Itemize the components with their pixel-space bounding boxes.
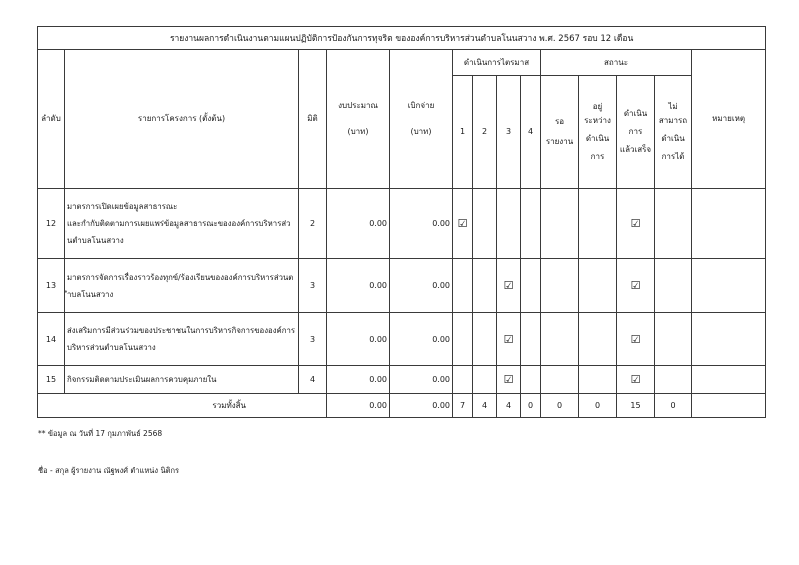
status-line: อยู่ <box>592 102 603 111</box>
row-budget: 0.00 <box>327 259 390 313</box>
row-dimension: 3 <box>299 313 327 366</box>
status-line: ดำเนิน <box>623 109 648 118</box>
status-completed-cell <box>617 189 655 259</box>
quarter-1-cell <box>453 366 473 394</box>
project-line: และกำกับติดตามการเผยแพร่ข้อมูลสาธารณะขององค์การบริหารส่ว <box>67 219 291 228</box>
header-status-waiting <box>541 76 579 189</box>
status-completed-cell <box>617 366 655 394</box>
header-spent-label: เบิกจ่าย <box>407 101 435 110</box>
checkbox-checked-icon: ☑ <box>503 332 514 346</box>
status-line: แล้วเสร็จ <box>619 145 652 154</box>
row-remark <box>692 313 766 366</box>
reporter-note: ชื่อ - สกุล ผู้รายงาน ณัฐพงศ์ ตำแหน่ง นิติกร <box>38 466 180 475</box>
total-quarter-1: 7 <box>453 394 473 418</box>
header-remark: หมายเหตุ <box>692 50 766 189</box>
header-spent-unit: (บาท) <box>410 127 432 136</box>
header-budget-label: งบประมาณ <box>338 101 378 110</box>
quarter-3-cell <box>497 189 521 259</box>
row-remark <box>692 366 766 394</box>
quarter-3-cell <box>497 313 521 366</box>
row-project <box>65 259 299 313</box>
checkbox-checked-icon: ☑ <box>630 279 641 292</box>
total-quarter-3: 4 <box>497 394 521 418</box>
total-quarter-4: 0 <box>521 394 541 418</box>
project-line: มาตรการเปิดเผยข้อมูลสาธารณะ <box>67 202 178 211</box>
total-quarter-2: 4 <box>473 394 497 418</box>
header-status-group: สถานะ <box>541 50 692 76</box>
status-unable-cell <box>655 189 692 259</box>
project-line: บริหารส่วนตำบลโนนสวาง <box>67 343 156 352</box>
table-row <box>38 259 766 313</box>
quarter-4-cell <box>521 313 541 366</box>
status-unable-cell <box>655 259 692 313</box>
row-budget: 0.00 <box>327 366 390 394</box>
header-no: ลำดับ <box>38 50 65 189</box>
row-no: 12 <box>38 189 65 259</box>
quarter-4-cell <box>521 366 541 394</box>
data-date-note: ** ข้อมูล ณ วันที่ 17 กุมภาพันธ์ 2568 <box>38 429 163 438</box>
row-project <box>65 313 299 366</box>
project-line: มาตรการจัดการเรื่องราวร้องทุกข์/ร้องเรียนขององค์การบริหารส่วนต <box>67 272 294 282</box>
total-status-unable: 0 <box>655 394 692 418</box>
status-waiting-cell <box>541 313 579 366</box>
checkbox-checked-icon: ☑ <box>503 373 514 386</box>
row-spent: 0.00 <box>390 366 453 394</box>
table-row <box>38 313 766 366</box>
header-status-unable <box>655 76 692 189</box>
header-status-completed <box>617 76 655 189</box>
row-no: 13 <box>38 259 65 313</box>
status-line: รายงาน <box>545 137 574 146</box>
project-line: นตำบลโนนสวาง <box>67 236 124 245</box>
row-no: 15 <box>38 366 65 394</box>
header-budget-unit: (บาท) <box>347 127 369 136</box>
table-row <box>38 189 766 259</box>
header-project: รายการโครงการ (ตั้งต้น) <box>65 50 299 189</box>
quarter-1-cell <box>453 189 473 259</box>
total-budget: 0.00 <box>327 394 390 418</box>
row-dimension: 4 <box>299 366 327 394</box>
quarter-3-cell <box>497 259 521 313</box>
status-in-progress-cell <box>579 313 617 366</box>
row-spent: 0.00 <box>390 313 453 366</box>
status-completed-cell <box>617 259 655 313</box>
row-budget: 0.00 <box>327 189 390 259</box>
row-budget: 0.00 <box>327 313 390 366</box>
row-spent: 0.00 <box>390 189 453 259</box>
header-spent <box>390 50 453 189</box>
total-row <box>38 394 766 418</box>
row-remark <box>692 189 766 259</box>
quarter-4-cell <box>521 259 541 313</box>
header-quarter-3: 3 <box>497 76 521 189</box>
checkbox-checked-icon: ☑ <box>630 373 641 386</box>
status-line: ระหว่าง <box>584 116 611 125</box>
quarter-2-cell <box>473 313 497 366</box>
status-line: การได้ <box>661 152 685 161</box>
checkbox-checked-icon: ☑ <box>457 217 468 230</box>
status-line: ดำเนิน <box>585 134 610 143</box>
total-label: รวมทั้งสิ้น <box>38 394 327 418</box>
status-line: การ <box>628 127 643 136</box>
status-line: รอ <box>554 117 565 126</box>
header-quarter-group: ดำเนินการไตรมาส <box>453 50 541 76</box>
checkbox-checked-icon: ☑ <box>630 332 641 346</box>
status-in-progress-cell <box>579 259 617 313</box>
status-line: ไม่ <box>668 102 678 111</box>
status-line: สามารถ <box>658 116 688 125</box>
quarter-2-cell <box>473 366 497 394</box>
quarter-2-cell <box>473 259 497 313</box>
row-dimension: 3 <box>299 259 327 313</box>
row-dimension: 2 <box>299 189 327 259</box>
total-status-completed: 15 <box>617 394 655 418</box>
total-status-waiting: 0 <box>541 394 579 418</box>
row-no: 14 <box>38 313 65 366</box>
header-quarter-2: 2 <box>473 76 497 189</box>
header-status-in-progress <box>579 76 617 189</box>
report-title: รายงานผลการดำเนินงานตามแผนปฏิบัติการป้องกันการทุจริต ขององค์การบริหารส่วนตำบลโนนสวาง พ.ศ. 2567 รอบ 12 เดือน <box>38 27 766 50</box>
status-waiting-cell <box>541 189 579 259</box>
status-in-progress-cell <box>579 189 617 259</box>
status-unable-cell <box>655 313 692 366</box>
checkbox-checked-icon: ☑ <box>630 217 641 230</box>
row-project <box>65 189 299 259</box>
quarter-1-cell <box>453 313 473 366</box>
status-waiting-cell <box>541 259 579 313</box>
total-remark <box>692 394 766 418</box>
total-spent: 0.00 <box>390 394 453 418</box>
status-completed-cell <box>617 313 655 366</box>
header-quarter-1: 1 <box>453 76 473 189</box>
status-in-progress-cell <box>579 366 617 394</box>
total-status-in-progress: 0 <box>579 394 617 418</box>
quarter-2-cell <box>473 189 497 259</box>
quarter-4-cell <box>521 189 541 259</box>
report-table <box>37 26 766 418</box>
table-row <box>38 366 766 394</box>
checkbox-checked-icon: ☑ <box>503 279 514 292</box>
header-budget <box>327 50 390 189</box>
project-line: ำบลโนนสวาง <box>67 289 114 299</box>
quarter-1-cell <box>453 259 473 313</box>
project-line: ส่งเสริมการมีส่วนร่วมของประชาชนในการบริหารกิจการขององค์การ <box>67 326 296 335</box>
status-unable-cell <box>655 366 692 394</box>
header-dimension: มิติ <box>299 50 327 189</box>
row-remark <box>692 259 766 313</box>
status-line: ดำเนิน <box>661 134 685 143</box>
status-line: การ <box>590 152 605 161</box>
row-spent: 0.00 <box>390 259 453 313</box>
row-project <box>65 366 299 394</box>
header-quarter-4: 4 <box>521 76 541 189</box>
status-waiting-cell <box>541 366 579 394</box>
quarter-3-cell <box>497 366 521 394</box>
project-line: กิจกรรมติดตามประเมินผลการควบคุมภายใน <box>67 375 217 384</box>
